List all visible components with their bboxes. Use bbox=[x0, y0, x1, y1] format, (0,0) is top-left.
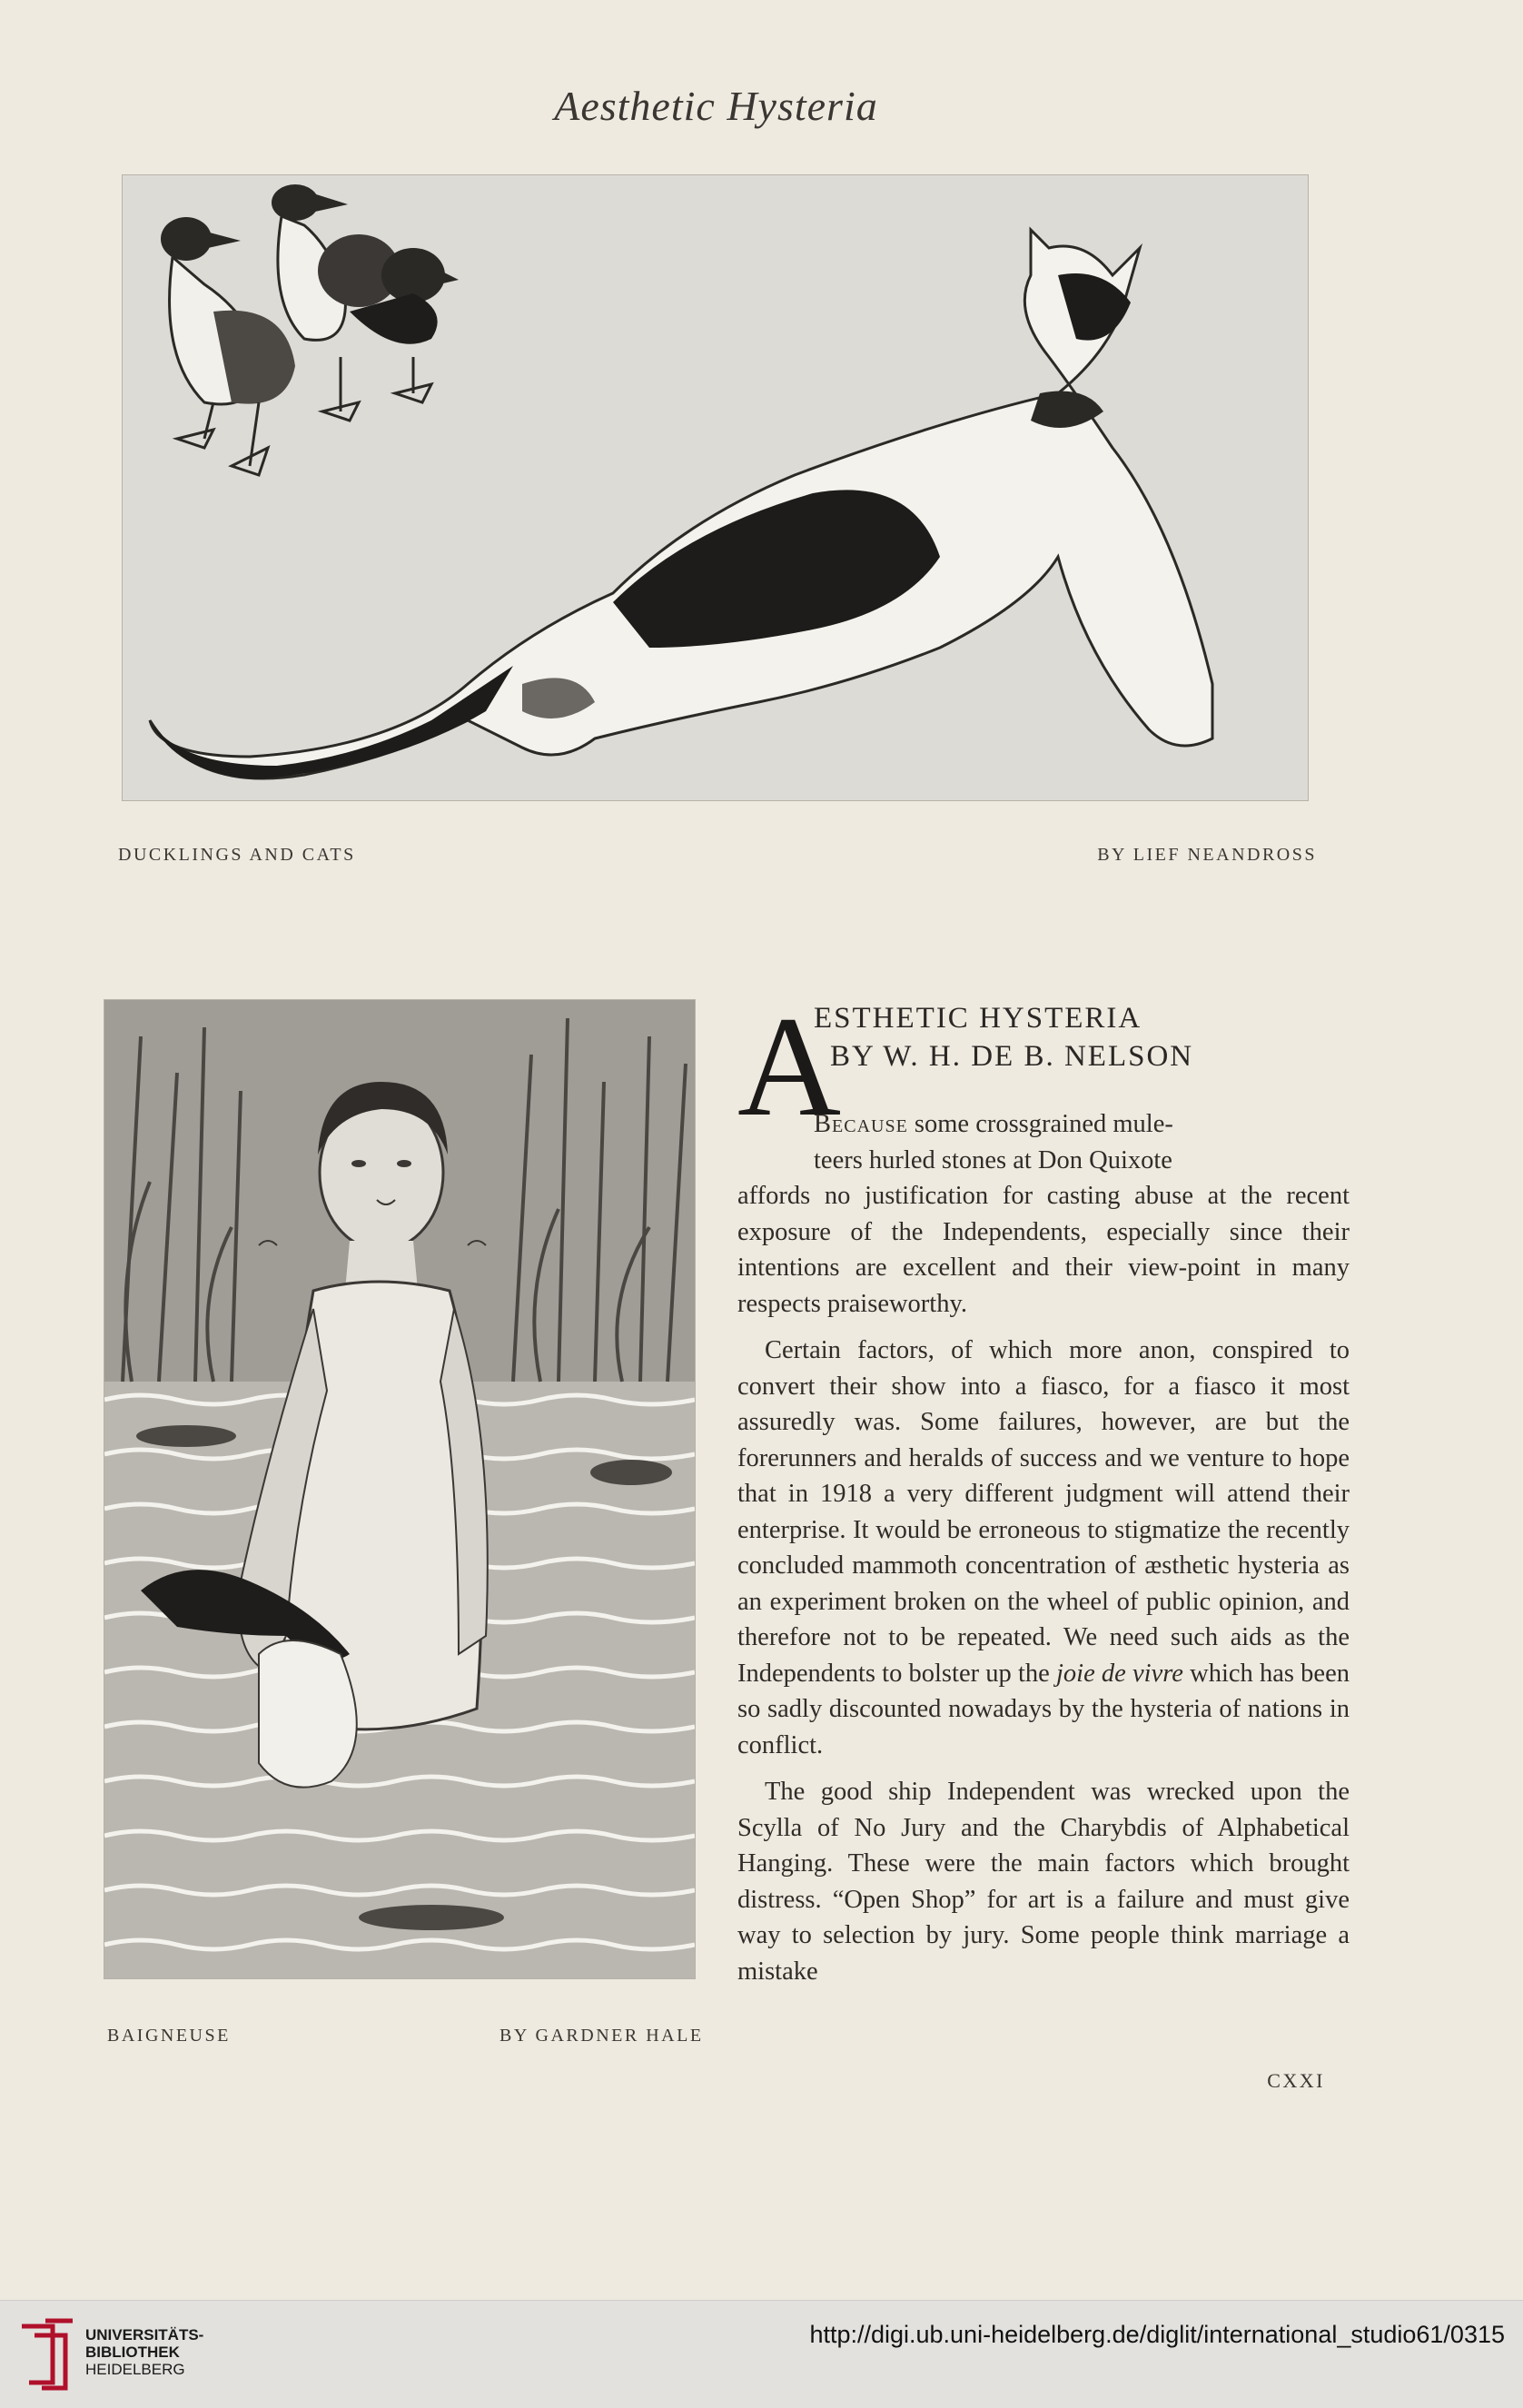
plate-left-title: BAIGNEUSE bbox=[107, 2026, 231, 2046]
paragraph-1-line-1: some crossgrained mule- bbox=[914, 1110, 1173, 1138]
baigneuse-illustration bbox=[104, 1000, 695, 1978]
paragraph-1-line-2: teers hurled stones at Don Quixote bbox=[814, 1145, 1172, 1174]
paragraph-2-text: Certain factors, of which more anon, conspired to convert their show into a fiasco, for a fiasco it most assuredly was. Some failures, however, are but the forerunners and heralds of success and we venture to hope that in 1918 a very different judgment will attend their enterprise. It would be erroneous to stigmatize the recently concluded mammoth concentration of æsthetic hysteria as an experiment broken on the wheel of public opinion, and therefore not to be repeated. We need such aids as the Independents to bolster up the bbox=[737, 1336, 1350, 1688]
library-name-line-2: BIBLIOTHEK bbox=[85, 2344, 180, 2361]
plate-top-artist: BY LIEF NEANDROSS bbox=[1097, 845, 1317, 865]
paragraph-3: The good ship Independent was wrecked upon the Scylla of No Jury and the Charybdis of Alphabetical Hanging. These were the main factors which brought distress. “Open Shop” for art is a failure and must give way to selection by jury. Some people think marriage a mistake bbox=[737, 1778, 1350, 1986]
paragraph-2-end: which has been so sadly discounted nowadays by the hysteria of nations in conflict. bbox=[737, 1659, 1350, 1759]
source-url[interactable]: http://digi.ub.uni-heidelberg.de/diglit/international_studio61/0315 bbox=[809, 2321, 1505, 2348]
drop-cap: A bbox=[737, 987, 842, 1146]
plate-top-title: DUCKLINGS AND CATS bbox=[118, 845, 356, 865]
library-logo-icon bbox=[16, 2317, 76, 2392]
running-head: Aesthetic Hysteria bbox=[554, 83, 878, 129]
page-folio: CXXI bbox=[1267, 2069, 1325, 2092]
paragraph-2-italic: joie de vivre bbox=[1056, 1659, 1183, 1688]
plate-ducklings-and-cats bbox=[122, 174, 1309, 801]
article-title: ESTHETIC HYSTERIA bbox=[814, 1002, 1142, 1035]
article-byline: BY W. H. DE B. NELSON bbox=[830, 1040, 1194, 1073]
paragraph-2 bbox=[737, 1333, 1350, 1763]
plate-baigneuse bbox=[104, 999, 696, 1979]
plate-left-artist: BY GARDNER HALE bbox=[499, 2026, 704, 2046]
article-body bbox=[737, 1106, 1350, 1989]
paragraph-1-rest: affords no justification for casting abuse at the recent exposure of the Independents, especially since their intentions are excellent and their view-point in many respects praiseworthy. bbox=[737, 1182, 1350, 1318]
library-name-line-3: HEIDELBERG bbox=[85, 2361, 185, 2378]
library-name-line-1: UNIVERSITÄTS- bbox=[85, 2326, 204, 2344]
article-heading bbox=[814, 999, 1193, 1075]
ducklings-and-cats-illustration bbox=[123, 175, 1308, 800]
paragraph-1-lead: Because bbox=[814, 1110, 908, 1138]
paragraph-1 bbox=[737, 1106, 1350, 1322]
library-name bbox=[85, 2326, 203, 2378]
digitization-footer bbox=[0, 2300, 1523, 2408]
